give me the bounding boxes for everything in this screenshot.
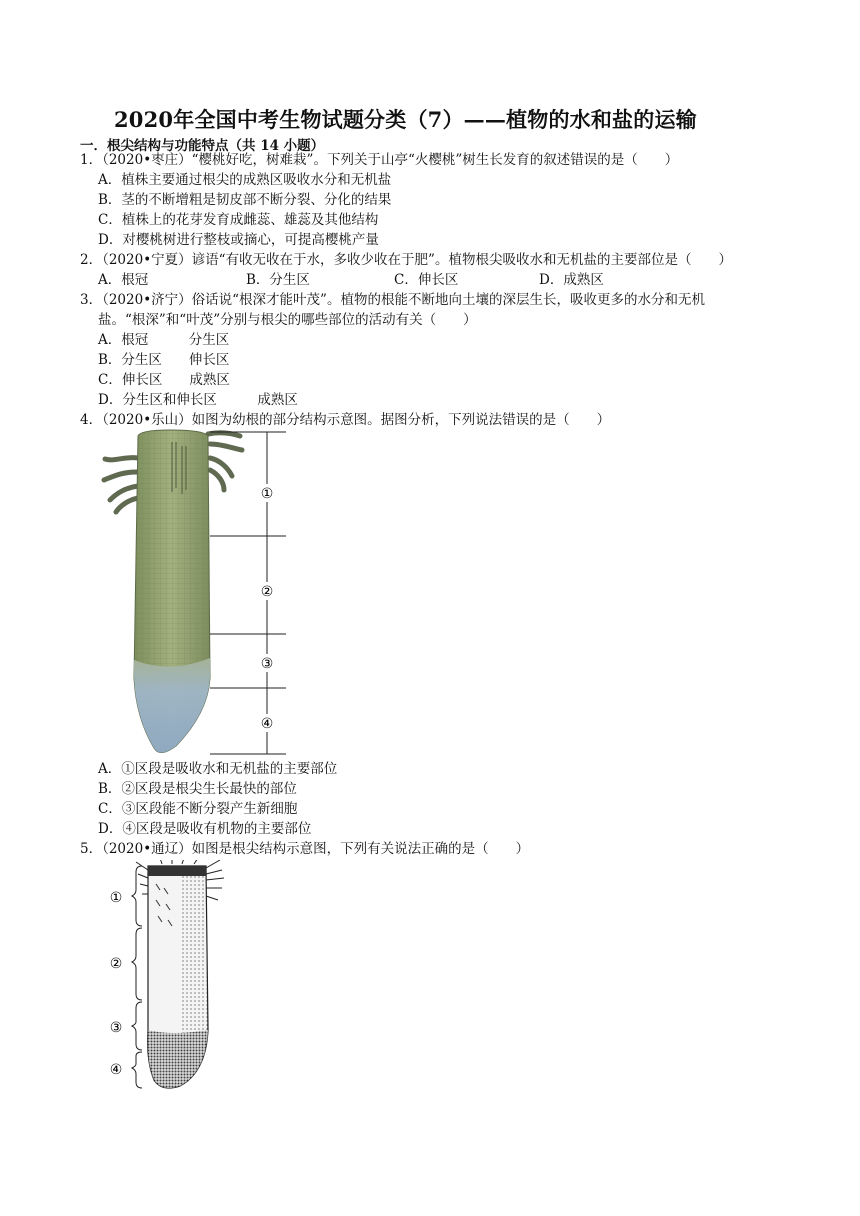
question-4-option-c[interactable]: C．③区段能不断分裂产生新细胞 [98, 801, 298, 817]
figure-2-label-4: ④ [109, 1062, 123, 1078]
figure-1-label-3: ③ [260, 656, 274, 672]
question-1-option-c[interactable]: C．植株上的花芽发育成雌蕊、雄蕊及其他结构 [98, 212, 379, 228]
question-4-option-d[interactable]: D．④区段是吸收有机物的主要部位 [98, 821, 312, 837]
question-2-option-a[interactable]: A．根冠 [98, 272, 149, 288]
page-title: 2020年全国中考生物试题分类（7）——植物的水和盐的运输 [114, 107, 697, 132]
question-2-option-d[interactable]: D．成熟区 [539, 272, 604, 288]
question-3-option-b[interactable]: B．分生区 伸长区 [98, 352, 230, 368]
figure-2-label-2: ② [109, 956, 123, 972]
question-1-option-a[interactable]: A．植株主要通过根尖的成熟区吸收水分和无机盐 [98, 172, 392, 188]
zone-braces [132, 866, 142, 1088]
figure-2-label-1: ① [109, 890, 123, 906]
root-tip-figure-2 [102, 860, 232, 1092]
question-3-option-d[interactable]: D．分生区和伸长区 成熟区 [98, 392, 298, 408]
question-3-stem-line-2: 盐。“根深”和“叶茂”分别与根尖的哪些部位的活动有关（ ） [98, 312, 477, 328]
question-2-options [98, 271, 698, 289]
figure-1-label-2: ② [260, 584, 274, 600]
section-heading: 一．根尖结构与功能特点（共 14 小题） [80, 138, 325, 154]
question-2-option-b[interactable]: B．分生区 [246, 272, 310, 288]
root-tip-figure-1 [100, 428, 300, 760]
question-1-stem: 1．（2020•枣庄）“樱桃好吃，树难栽”。下列关于山亭“火樱桃”树生长发育的叙述错误的是（ ） [80, 152, 679, 168]
question-2-option-c[interactable]: C．伸长区 [394, 272, 459, 288]
question-3-stem-line-1: 3．（2020•济宁）俗话说“根深才能叶茂”。植物的根能不断地向土壤的深层生长，吸收更多的水分和无机 [80, 292, 705, 308]
question-3-option-c[interactable]: C．伸长区 成熟区 [98, 372, 230, 388]
root-cap [134, 658, 210, 753]
question-4-stem: 4．（2020•乐山）如图为幼根的部分结构示意图。据图分析，下列说法错误的是（ ） [80, 412, 611, 428]
question-3-option-a[interactable]: A．根冠 分生区 [98, 332, 230, 348]
figure-2-label-3: ③ [109, 1020, 123, 1036]
question-1-option-d[interactable]: D．对樱桃树进行整枝或摘心，可提高樱桃产量 [98, 232, 379, 248]
question-2-stem: 2．（2020•宁夏）谚语“有收无收在于水，多收少收在于肥”。植物根尖吸收水和无机盐的主要部位是（ ） [80, 252, 732, 268]
question-4-option-a[interactable]: A．①区段是吸收水和无机盐的主要部位 [98, 761, 338, 777]
question-5-stem: 5．（2020•通辽）如图是根尖结构示意图，下列有关说法正确的是（ ） [80, 841, 530, 857]
figure-1-label-4: ④ [260, 716, 274, 732]
question-4-option-b[interactable]: B．②区段是根尖生长最快的部位 [98, 781, 297, 797]
figure-1-label-1: ① [260, 486, 274, 502]
question-1-option-b[interactable]: B．茎的不断增粗是韧皮部不断分裂、分化的结果 [98, 192, 392, 208]
